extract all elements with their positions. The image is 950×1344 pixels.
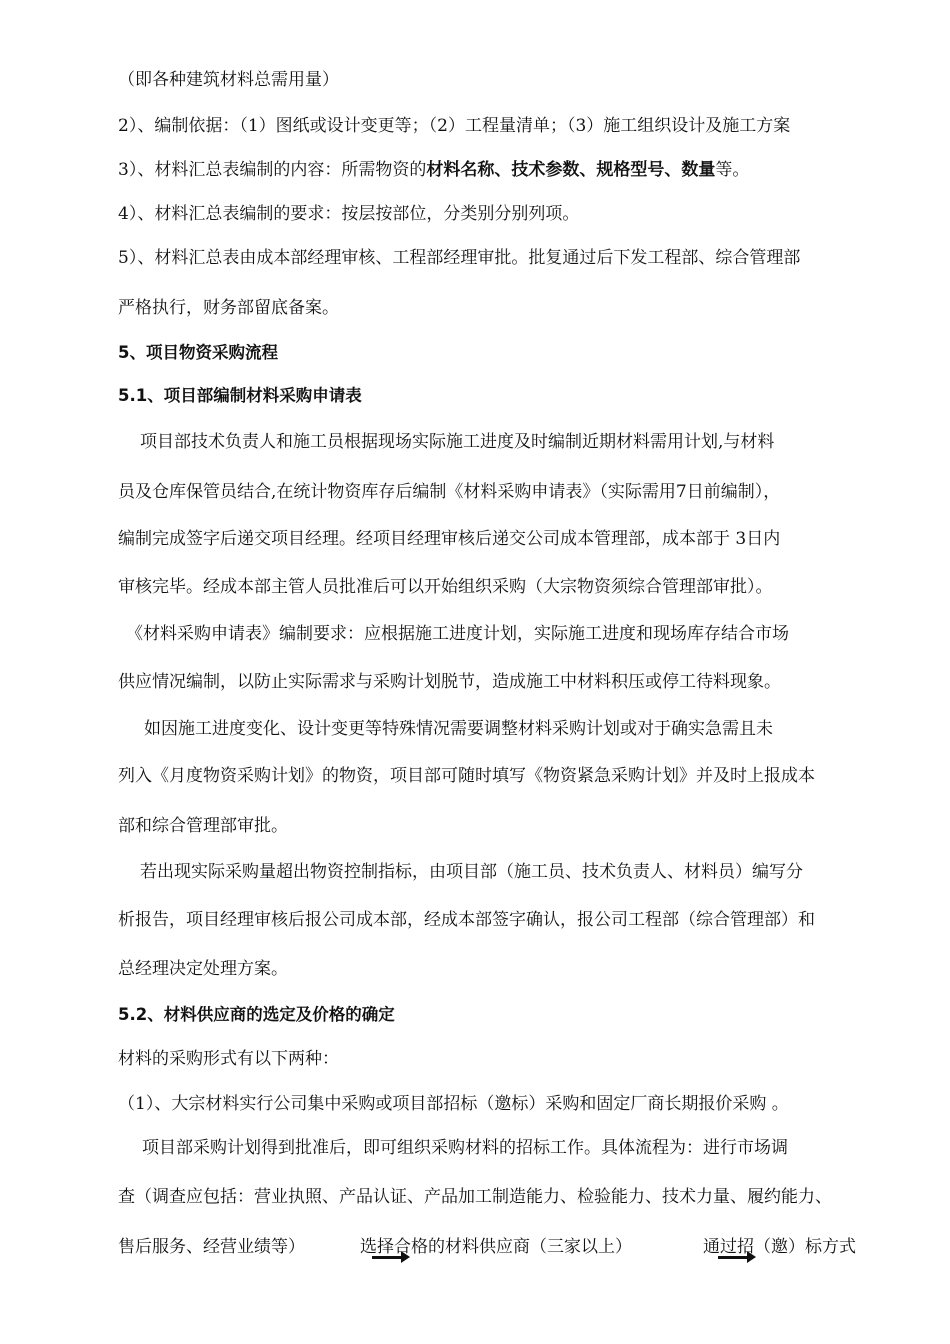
paragraph-line: 审核完毕。经成本部主管人员批准后可以开始组织采购（大宗物资须综合管理部审批）。 xyxy=(118,577,773,597)
paragraph-line: 如因施工进度变化、设计变更等特殊情况需要调整材料采购计划或对于确实急需且未 xyxy=(144,719,773,739)
paragraph-line: 员及仓库保管员结合,在统计物资库存后编制《材料采购申请表》（实际需用7日前编制）， xyxy=(118,482,781,502)
flow-step: 售后服务、经营业绩等） xyxy=(118,1237,305,1257)
text-line: （即各种建筑材料总需用量） xyxy=(118,70,339,90)
paragraph-line: 列入《月度物资采购计划》的物资，项目部可随时填写《物资紧急采购计划》并及时上报成本 xyxy=(118,766,815,786)
text-segment: 等。 xyxy=(715,160,750,180)
flow-step: 通过招（邀）标方式 xyxy=(703,1237,856,1257)
section-heading: 5、项目物资采购流程 xyxy=(118,343,278,362)
text-line: 严格执行，财务部留底备案。 xyxy=(118,298,339,318)
paragraph-line: 总经理决定处理方案。 xyxy=(118,959,288,979)
text-line: 5）、材料汇总表由成本部经理审核、工程部经理审批。批复通过后下发工程部、综合管理部 xyxy=(118,248,801,268)
paragraph-line: 项目部采购计划得到批准后，即可组织采购材料的招标工作。具体流程为：进行市场调 xyxy=(142,1138,788,1158)
bold-text: 材料名称、技术参数、规格型号、数量 xyxy=(426,160,716,180)
paragraph-line: 若出现实际采购量超出物资控制指标，由项目部（施工员、技术负责人、材料员）编写分 xyxy=(140,862,803,882)
paragraph-line: 《材料采购申请表》编制要求：应根据施工进度计划，实际施工进度和现场库存结合市场 xyxy=(126,624,789,644)
paragraph-line: 材料的采购形式有以下两种： xyxy=(118,1049,339,1069)
paragraph-line: 部和综合管理部审批。 xyxy=(118,816,288,836)
paragraph-line: 编制完成签字后递交项目经理。经项目经理审核后递交公司成本管理部，成本部于 3日内 xyxy=(118,529,781,549)
text-segment: 3）、材料汇总表编制的内容：所需物资的 xyxy=(118,160,427,180)
paragraph-line: 项目部技术负责人和施工员根据现场实际施工进度及时编制近期材料需用计划,与材料 xyxy=(140,432,775,452)
paragraph-line: （1）、大宗材料实行公司集中采购或项目部招标（邀标）采购和固定厂商长期报价采购 。 xyxy=(118,1094,789,1114)
paragraph-line: 查（调查应包括：营业执照、产品认证、产品加工制造能力、检验能力、技术力量、履约能力、 xyxy=(118,1187,832,1207)
paragraph-line: 供应情况编制，以防止实际需求与采购计划脱节，造成施工中材料积压或停工待料现象。 xyxy=(118,672,781,692)
paragraph-line: 析报告，项目经理审核后报公司成本部，经成本部签字确认，报公司工程部（综合管理部）和 xyxy=(118,910,815,930)
text-line-material-content xyxy=(118,158,870,182)
subsection-heading: 5.1、项目部编制材料采购申请表 xyxy=(118,386,362,405)
subsection-heading: 5.2、材料供应商的选定及价格的确定 xyxy=(118,1005,395,1024)
text-line: 4）、材料汇总表编制的要求：按层按部位，分类别分别列项。 xyxy=(118,204,580,224)
flow-step: 选择合格的材料供应商（三家以上） xyxy=(360,1237,632,1257)
text-line: 2）、编制依据：（1）图纸或设计变更等；（2）工程量清单；（3）施工组织设计及施工方案 xyxy=(118,116,791,136)
